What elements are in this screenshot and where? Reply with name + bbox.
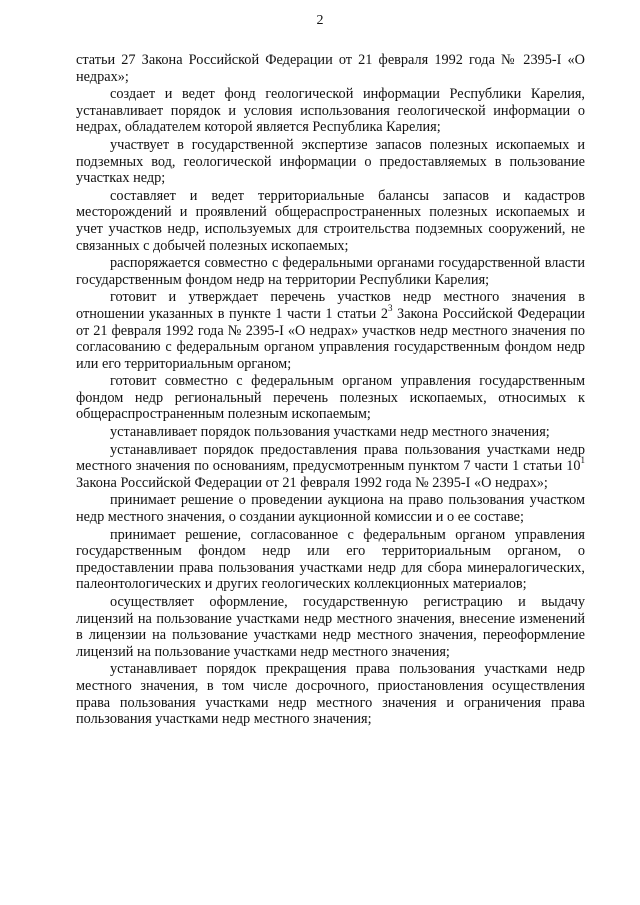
paragraph-7: готовит совместно с федеральным органом управления государственным фондом недр региональный перечень полезных ископаемых, относимых к общераспространенным полезным ископаемым;: [76, 373, 585, 423]
paragraph-4: составляет и ведет территориальные балансы запасов и кадастров месторождений и проявлений общераспространенных полезных ископаемых и учет участков недр, используемых для строительства подземных сооружений, не связанных с добычей полезных ископаемых;: [76, 187, 585, 254]
paragraph-12: осуществляет оформление, государственную регистрацию и выдачу лицензий на пользование участками недр местного значения, внесение изменений в лицензии на пользование участками недр местного значения, переоформление лицензий на пользование участками недр местного значения;: [76, 594, 585, 660]
paragraph-6-text-before: готовит и утверждает перечень участков недр местного значения в отношении указанных в пункте 1 части 1 статьи 2: [76, 289, 585, 322]
paragraph-13: устанавливает порядок прекращения права пользования участками недр местного значения, в том числе досрочного, приостановления осуществления права пользования участками недр местного значения и ограничения права пользования участками недр местного значения;: [76, 661, 585, 728]
paragraph-1: статьи 27 Закона Российской Федерации от 21 февраля 1992 года № 2395-I «О недрах»;: [76, 52, 585, 85]
paragraph-9-text-before: устанавливает порядок предоставления права пользования участками недр местного значения по основаниям, предусмотренным пунктом 7 части 1 статьи 10: [76, 441, 585, 475]
paragraph-6: [76, 289, 585, 372]
document-body: [76, 52, 585, 728]
paragraph-6-superscript: 3: [387, 303, 393, 314]
paragraph-6-text-after: Закона Российской Федерации от 21 февраля 1992 года № 2395-I «О недрах» участков недр местного значения по согласованию с федеральным органом управления государственным фондом недр или его территориальным органом;: [76, 305, 586, 372]
paragraph-2: создает и ведет фонд геологической информации Республики Карелия, устанавливает порядок и условия использования геологической информации о недрах, обладателем которой является Республика Карелия;: [76, 86, 585, 136]
paragraph-10: принимает решение о проведении аукциона на право пользования участком недр местного значения, о создании аукционной комиссии и о ее составе;: [76, 492, 585, 526]
paragraph-9-text-after: Закона Российской Федерации от 21 февраля 1992 года № 2395-I «О недрах»;: [76, 474, 548, 491]
page-number: 2: [316, 13, 324, 28]
paragraph-9-superscript: 1: [580, 455, 585, 466]
paragraph-11: принимает решение, согласованное с федеральным органом управления государственным фондом недр или его территориальным органом, о предоставлении права пользования участками недр для сбора минералогических, палеонтологических и других геологических коллекционных материалов;: [76, 526, 585, 593]
paragraph-3: участвует в государственной экспертизе запасов полезных ископаемых и подземных вод, геологической информации о предоставляемых в пользование участках недр;: [76, 136, 585, 187]
paragraph-9: [76, 442, 585, 492]
paragraph-8: устанавливает порядок пользования участками недр местного значения;: [110, 424, 550, 441]
paragraph-5: распоряжается совместно с федеральными органами государственной власти государственным фондом недр на территории Республики Карелия;: [76, 255, 585, 288]
